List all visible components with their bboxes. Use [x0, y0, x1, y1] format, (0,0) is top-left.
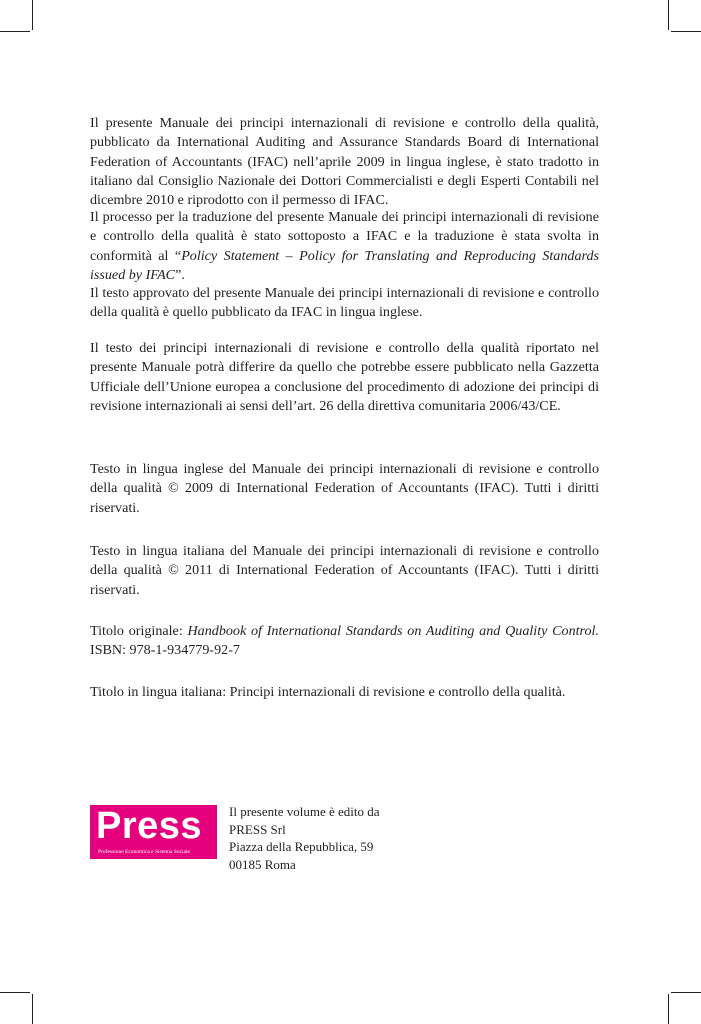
crop-mark-top-right-vertical — [668, 0, 669, 30]
publisher-line-1: Il presente volume è edito da — [229, 804, 380, 819]
crop-mark-top-right-horizontal — [671, 31, 701, 32]
isbn-text: ISBN: 978-1-934779-92-7 — [90, 642, 240, 659]
crop-mark-bottom-left-vertical — [32, 994, 33, 1024]
crop-mark-bottom-right-horizontal — [671, 992, 701, 993]
press-logo-wordmark: Press — [96, 805, 203, 847]
publisher-info — [229, 803, 380, 873]
translation-process-closing: ”. — [175, 266, 185, 283]
press-logo — [90, 805, 217, 859]
original-title-italic: Handbook of International Standards on Auditing and Quality Control. — [187, 623, 599, 639]
publisher-name: PRESS Srl — [229, 821, 286, 837]
translation-process-paragraph — [90, 208, 599, 285]
approved-text-paragraph: Il testo approvato del presente Manuale dei principi internazionali di revisione e controllo della qualità è quello pubblicato da IFAC in lingua inglese. — [90, 285, 599, 321]
crop-mark-bottom-right-vertical — [668, 994, 669, 1024]
publisher-address: Piazza della Repubblica, 59 — [229, 839, 374, 854]
policy-statement-title: Policy Statement – Policy for Translating and Reproducing Standards issued by IFAC — [90, 247, 599, 283]
italian-title-paragraph: Titolo in lingua italiana: Principi internazionali di revisione e controllo della qualità. — [90, 684, 566, 700]
translation-process-text: Il processo per la traduzione del presente Manuale dei principi internazionali di revisione e controllo della qualità è stato sottoposto a IFAC e la traduzione è stata svolta in conformità al “ — [90, 209, 599, 264]
crop-mark-top-left-horizontal — [0, 31, 30, 32]
translation-notice-paragraph: Il presente Manuale dei principi internazionali di revisione e controllo della qualità, pubblicato da International Auditing and Assurance Standards Board di International Federation of Accountants (IFAC) nell’aprile 2009 in lingua inglese, è stato tradotto in italiano dal Consiglio Nazionale dei Dottori Commercialisti e degli Esperti Contabili nel dicembre 2010 e riprodotto con il permesso di IFAC. — [90, 115, 599, 209]
original-title-paragraph — [90, 622, 599, 661]
publisher-city: 00185 Roma — [229, 856, 296, 872]
crop-mark-bottom-left-horizontal — [0, 992, 30, 993]
press-logo-tagline: Professione Economica e Sistema Sociale — [98, 849, 190, 855]
original-title-label: Titolo originale: — [90, 623, 188, 639]
crop-mark-top-left-vertical — [32, 0, 33, 30]
official-journal-paragraph: Il testo dei principi internazionali di revisione e controllo della qualità riportato nel presente Manuale potrà differire da quello che potrebbe essere pubblicato nella Gazzetta Ufficiale dell’Unione europea a conclusione del procedimento di adozione dei principi di revisione internazionali ai sensi dell’art. 26 della direttiva comunitaria 2006/43/CE. — [90, 340, 599, 414]
italian-copyright-paragraph: Testo in lingua italiana del Manuale dei principi internazionali di revisione e controllo della qualità © 2011 di International Federation of Accountants (IFAC). Tutti i diritti riservati. — [90, 543, 599, 598]
english-copyright-paragraph: Testo in lingua inglese del Manuale dei principi internazionali di revisione e controllo della qualità © 2009 di International Federation of Accountants (IFAC). Tutti i diritti riservati. — [90, 461, 599, 516]
